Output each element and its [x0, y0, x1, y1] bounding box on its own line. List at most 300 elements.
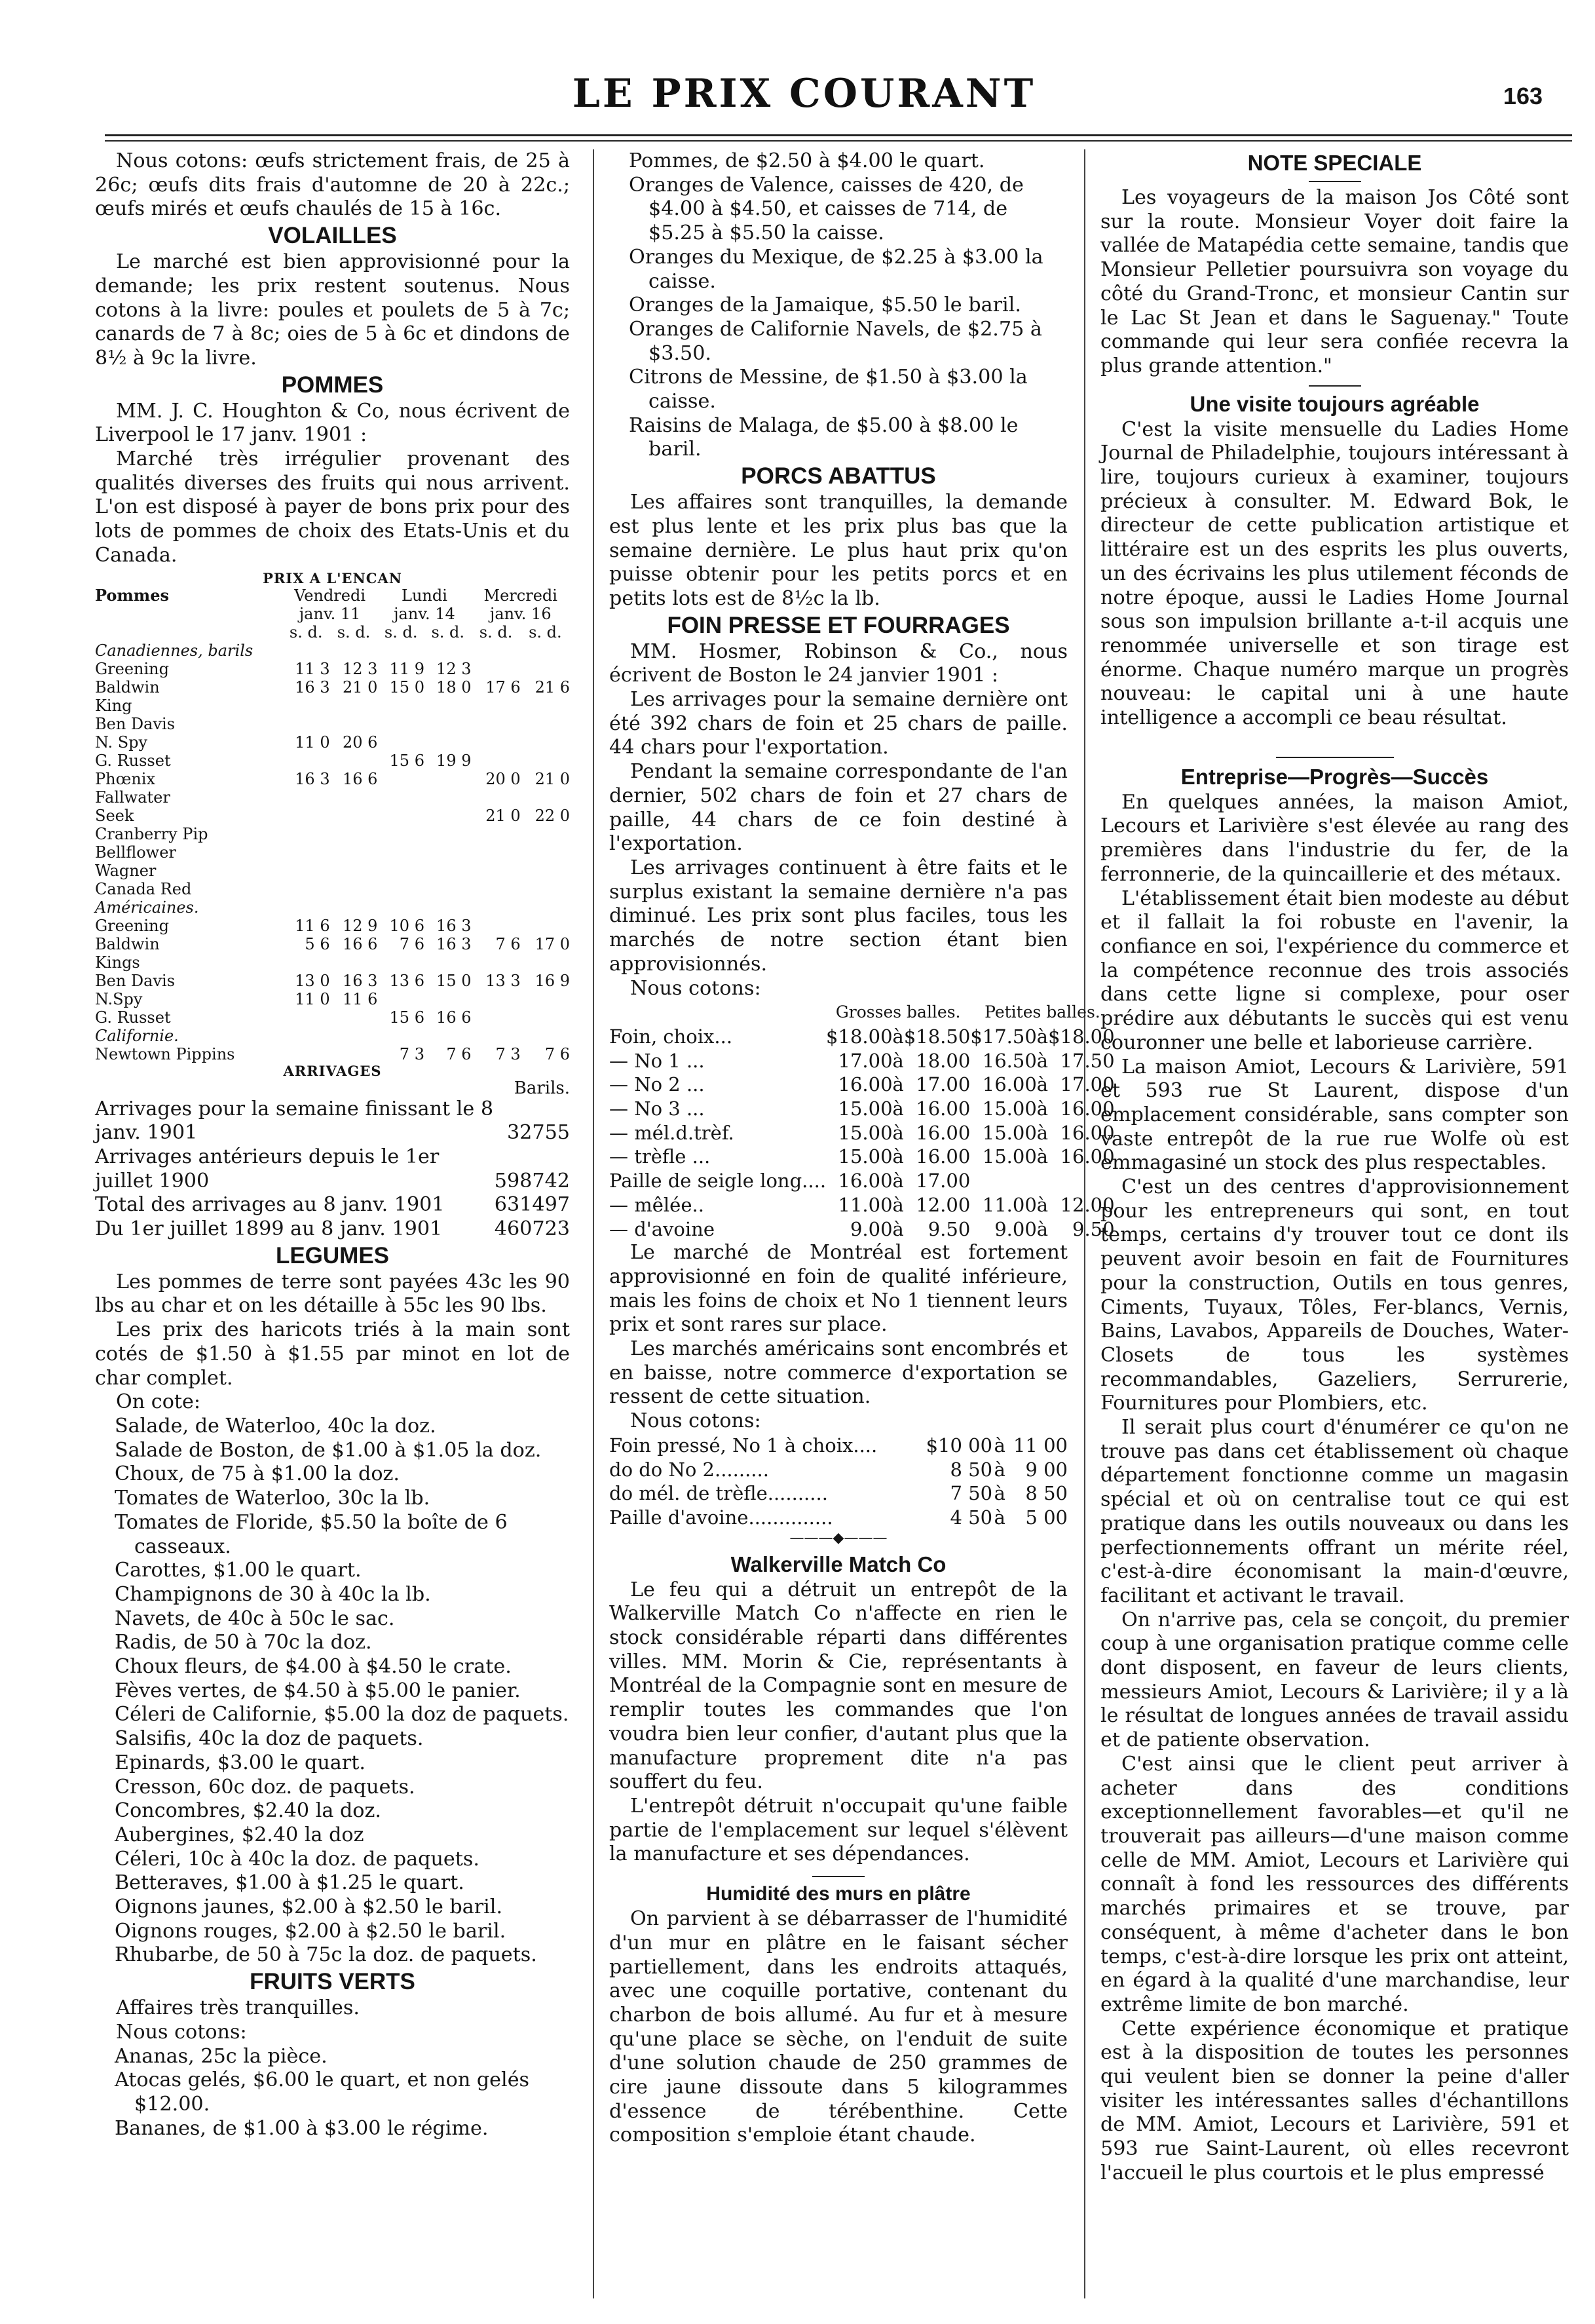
price-cell — [521, 752, 570, 770]
table-row — [95, 862, 570, 880]
entreprise-paragraph: La maison Amiot, Lecours & Larivière, 591 et 593 rue St Laurent, dispose d'un emplacement considérable, sans compter son vaste entrepôt de la rue rue Wolfe où est emmagasiné un stock des plus respectables. — [1100, 1055, 1569, 1175]
empty-cell — [609, 1000, 826, 1025]
table-row — [95, 660, 570, 678]
price-cell: 16 3 — [343, 971, 378, 990]
price-cell: 11 00 — [1013, 1434, 1068, 1457]
entreprise-article — [1100, 791, 1569, 2186]
price-cell — [471, 715, 520, 733]
variety-name: Bellflower — [95, 843, 176, 862]
variety-name: Canada Red — [95, 879, 192, 898]
price-cell — [377, 990, 424, 1008]
legume-item: Radis, de 50 à 70c la doz. — [115, 1631, 372, 1654]
table-row — [609, 1025, 1115, 1049]
variety-name: Kings — [95, 953, 140, 972]
legumes-paragraph: Les prix des haricots triés à la main sont cotés de $1.50 à $1.55 par minot en lot de char complet. — [95, 1318, 570, 1390]
variety-name: Baldwin — [95, 934, 160, 953]
price-cell: 11 3 — [295, 659, 330, 678]
unit-header: s. d. — [479, 622, 513, 641]
variety-name: Greening — [95, 916, 170, 935]
price-cell: 16 3 — [295, 677, 330, 696]
variety-name: N. Spy — [95, 733, 148, 752]
price-cell — [424, 880, 472, 898]
variety-name: N.Spy — [95, 989, 143, 1008]
date-header: janv. 11 — [299, 604, 361, 623]
volailles-paragraph: Le marché est bien approvisionné pour la demande; les prix restent soutenus. Nous cotons à la livre: poules et poulets de 5 à 7c; canards de 7 à 8c; oies de 5 à 6c et dindons de 8½ à 9c la livre. — [95, 250, 570, 370]
price-cell: à — [1036, 1145, 1049, 1168]
price-cell: 15 6 — [389, 1008, 424, 1027]
unit-header: s. d. — [337, 622, 371, 641]
fruit-item: Oranges du Mexique, de $2.25 à $3.00 la caisse. — [629, 245, 1043, 293]
price-cell: 16 6 — [343, 934, 378, 953]
price-cell: 10 6 — [389, 916, 424, 935]
legumes-paragraph: Les pommes de terre sont payées 43c les 90 lbs au char et on les détaille à 55c les 90 lbs. — [95, 1270, 570, 1318]
unit-header: s. d. — [384, 622, 418, 641]
price-cell — [471, 953, 520, 972]
price-cell: 17.00 — [1060, 1073, 1115, 1096]
table-section-row — [95, 641, 570, 660]
legume-item: Salade de Boston, de $1.00 à $1.05 la doz. — [115, 1438, 542, 1462]
pommes-paragraph: Marché très irrégulier provenant des qualités diverses des fruits qui nous arrivent. L'on est disposé à payer de bons prix pour des lots de pommes de choix des Etats-Unis et du Canada. — [95, 448, 570, 567]
table-row — [95, 953, 570, 972]
price-cell: 11 6 — [295, 916, 330, 935]
table-header-row — [95, 586, 570, 605]
walkerville-paragraph: Le feu qui a détruit un entrepôt de la Walkerville Match Co n'affecte en rien le stock considérable réparti dans différentes villes. MM. Morin & Cie, représentants à Montréal de la Compagnie sont en mesure de remplir toutes les commandes que l'on voudra bien leur confier, d'autant plus que la manufacture proprement dite n'a pas souffert du feu. — [609, 1578, 1068, 1794]
table-row — [609, 1458, 1068, 1482]
fruit-item: Bananes, de $1.00 à $3.00 le régime. — [115, 2116, 489, 2140]
table-row — [609, 1169, 1115, 1193]
hay-price-table — [609, 1000, 1115, 1241]
fruit-item: Oranges de Valence, caisses de 420, de $4.00 à $4.50, et caisses de 714, de $5.25 à $5.50 la caisse. — [629, 173, 1024, 245]
price-cell — [330, 953, 378, 972]
price-cell: à — [1036, 1025, 1049, 1048]
price-cell: 15.00 — [982, 1097, 1037, 1120]
arrivage-label: Du 1er juillet 1899 au 8 janv. 1901 — [95, 1217, 443, 1241]
column-header: Petites balles. — [985, 1002, 1100, 1022]
legume-item: Choux, de 75 à $1.00 la doz. — [115, 1462, 400, 1486]
day-header: Mercredi — [483, 586, 557, 605]
unit-header: s. d. — [289, 622, 323, 641]
entreprise-paragraph: C'est un des centres d'approvisionnement pour les entrepreneurs qui sont, en tout temps, certains d'y trouver tout ce dont ils peuvent avoir besoin en fait de Fournitures pour la construction, Outils en tous genres, Ciments, Tuyaux, Tôles, Fer-blancs, Vernis, Bains, Lavabos, Appareils de Douches, Water-Closets de tous les systèmes recommandables, Gazeliers, Serrurerie, Fournitures pour Plombiers, etc. — [1100, 1175, 1569, 1415]
table-row — [609, 1434, 1068, 1458]
price-cell — [330, 715, 378, 733]
price-cell: à — [1036, 1049, 1049, 1072]
arrivage-label: Arrivages antérieurs depuis le 1er juillet 1900 — [95, 1145, 440, 1192]
section-title-foin: FOIN PRESSE ET FOURRAGES — [667, 612, 1010, 638]
section-title-walkerville: Walkerville Match Co — [730, 1552, 947, 1576]
fruit-item: Oranges de Californie Navels, de $2.75 à $3.50. — [629, 317, 1042, 365]
hay-label: — d'avoine — [609, 1217, 715, 1240]
section-title-humidite: Humidité des murs en plâtre — [706, 1883, 971, 1905]
table-row — [609, 1097, 1115, 1121]
price-cell: à — [892, 1217, 904, 1240]
price-cell: à — [1036, 1073, 1049, 1096]
price-cell: 16.00 — [1060, 1145, 1115, 1168]
price-cell: 15.00 — [838, 1097, 893, 1120]
table-row — [95, 1008, 570, 1027]
price-cell: 7 3 — [495, 1044, 521, 1063]
unit-header: s. d. — [431, 622, 465, 641]
price-cell: 9.00 — [850, 1217, 893, 1240]
price-cell — [377, 825, 424, 843]
price-cell — [377, 862, 424, 880]
price-cell: 7 6 — [544, 1044, 570, 1063]
legume-item: Betteraves, $1.00 à $1.25 le quart. — [115, 1871, 464, 1895]
section-separator: ———◆——— — [789, 1529, 888, 1546]
table-row — [95, 733, 570, 752]
price-cell — [330, 862, 378, 880]
price-cell: 9 00 — [1025, 1458, 1068, 1481]
price-cell: à — [1036, 1217, 1049, 1240]
table-row — [609, 1506, 1068, 1530]
price-cell: 21 0 — [343, 677, 378, 696]
section-title-legumes: LEGUMES — [275, 1242, 390, 1268]
entreprise-paragraph: En quelques années, la maison Amiot, Lecours et Larivière s'est élevée au rang des premières dans l'industrie du fer, de la ferronnerie, de la quincaillerie et des métaux. — [1100, 790, 1569, 886]
column-2 — [609, 149, 1115, 2148]
note-paragraph: Les voyageurs de la maison Jos Côté sont sur la route. Monsieur Voyer doit faire la vallée de Matapédia cette semaine, tandis que Monsieur Pelletier poursuivra son voyage du côté du Grand-Tronc, et monsieur Cantin sur le Lac St Jean et dans le Saguenay." Toute commande qui leur sera confiée recevra la plus grande attention." — [1100, 186, 1569, 377]
price-cell — [521, 953, 570, 972]
price-cell: 4 50 — [950, 1506, 993, 1529]
table-row — [609, 1193, 1115, 1217]
variety-name: Wagner — [95, 861, 157, 880]
price-cell: $10 00 — [926, 1434, 993, 1457]
price-cell — [521, 1008, 570, 1027]
price-cell — [424, 862, 472, 880]
table-row — [609, 1049, 1115, 1073]
price-cell: 15 0 — [389, 677, 424, 696]
hay-label: — No 1 ... — [609, 1049, 705, 1072]
hay-label: — No 3 ... — [609, 1097, 705, 1120]
price-cell — [282, 843, 330, 862]
price-cell — [282, 953, 330, 972]
section-title-visite: Une visite toujours agréable — [1190, 391, 1480, 416]
table-row — [95, 678, 570, 696]
price-cell — [521, 990, 570, 1008]
price-cell — [424, 715, 472, 733]
section-title-pommes: POMMES — [281, 371, 384, 398]
legume-item: Oignons jaunes, $2.00 à $2.50 le baril. — [115, 1895, 503, 1919]
price-cell: 15.00 — [982, 1121, 1037, 1144]
section-title-fruits-verts: FRUITS VERTS — [250, 1969, 415, 1995]
price-cell: à — [1036, 1193, 1049, 1216]
table-row — [95, 696, 570, 715]
price-cell — [521, 880, 570, 898]
column-divider — [593, 149, 594, 2298]
price-cell — [521, 715, 570, 733]
table-header-row — [609, 1000, 1115, 1025]
fruit-item: Raisins de Malaga, de $5.00 à $8.00 le baril. — [629, 413, 1019, 461]
price-cell — [424, 843, 472, 862]
fruit-item: Ananas, 25c la pièce. — [115, 2044, 328, 2068]
price-cell: à — [1036, 1121, 1049, 1144]
price-cell: 11.00 — [982, 1193, 1037, 1216]
variety-name: Cranberry Pip — [95, 824, 208, 843]
masthead-logo: LE PRIX COURANT — [572, 71, 1036, 117]
price-cell: 5 00 — [1025, 1506, 1068, 1529]
table-row — [95, 880, 570, 898]
page-header — [39, 66, 1569, 131]
pressed-hay-table — [609, 1434, 1068, 1530]
column-1 — [95, 149, 570, 2141]
price-cell: 17.50 — [1060, 1049, 1115, 1072]
price-cell: 21 0 — [535, 769, 570, 788]
day-header: Vendredi — [294, 586, 366, 605]
price-cell: 20 6 — [343, 733, 378, 752]
price-cell: 16 3 — [295, 769, 330, 788]
price-cell: 7 6 — [446, 1044, 472, 1063]
price-cell: 16.00 — [838, 1073, 893, 1096]
price-cell: 16.50 — [982, 1049, 1037, 1072]
legume-item: Céleri de Californie, $5.00 la doz de paquets. — [115, 1703, 569, 1726]
section-title-porcs: PORCS ABATTUS — [741, 463, 936, 489]
column-label: Pommes — [95, 585, 169, 605]
section-label: Californie. — [95, 1026, 179, 1045]
price-cell: à — [892, 1145, 904, 1168]
fruits-list — [95, 2045, 570, 2141]
table-row — [609, 1121, 1115, 1145]
price-cell — [282, 825, 330, 843]
variety-name: Phœnix — [95, 769, 156, 788]
price-cell: 8 50 — [1025, 1482, 1068, 1505]
price-cell: 11 0 — [295, 989, 330, 1008]
entreprise-paragraph: On n'arrive pas, cela se conçoit, du premier coup à une organisation pratique comme celle dont disposent, en faveur de leurs clients, messieurs Amiot, Lecours & Larivière; il y a là le résultat de longues années de travail assidu et de patiente observation. — [1100, 1608, 1569, 1752]
date-header: janv. 16 — [489, 604, 552, 623]
hay-label: Paille de seigle long.... — [609, 1170, 827, 1192]
price-cell: 18 0 — [436, 677, 472, 696]
arrivage-value: 32755 — [506, 1121, 570, 1145]
price-cell — [377, 880, 424, 898]
price-cell — [282, 1008, 330, 1027]
nous-cotons-label: Nous cotons: — [630, 976, 761, 1000]
price-cell — [521, 696, 570, 715]
variety-name: Greening — [95, 659, 170, 678]
legume-item: Aubergines, $2.40 la doz — [115, 1823, 364, 1846]
table-row — [95, 770, 570, 788]
price-cell — [282, 696, 330, 715]
price-cell — [424, 953, 472, 972]
legumes-list — [95, 1415, 570, 1968]
price-cell — [282, 862, 330, 880]
section-title-entreprise: Entreprise—Progrès—Succès — [1180, 764, 1489, 789]
section-title-note-speciale: NOTE SPECIALE — [1247, 151, 1422, 175]
legume-item: Tomates de Waterloo, 30c la lb. — [115, 1487, 430, 1510]
price-cell: 15 0 — [436, 971, 472, 990]
price-cell — [282, 752, 330, 770]
price-cell: 16.00 — [916, 1121, 971, 1144]
legume-item: Carottes, $1.00 le quart. — [115, 1559, 362, 1582]
variety-name: G. Russet — [95, 1008, 171, 1027]
price-cell: à — [994, 1434, 1005, 1457]
price-cell: 17 6 — [485, 677, 521, 696]
price-cell: à — [892, 1097, 904, 1120]
foin-paragraph: Les arrivages pour la semaine dernière ont été 392 chars de foin et 25 chars de paille. 44 chars pour l'exportation. — [609, 688, 1068, 759]
hay-label: — mêlée.. — [609, 1193, 704, 1216]
price-cell: à — [1036, 1097, 1049, 1120]
price-cell — [282, 880, 330, 898]
price-cell — [471, 1008, 520, 1027]
price-cell: 16.00 — [838, 1170, 893, 1192]
price-cell — [424, 733, 472, 752]
hay-label: — mél.d.trèf. — [609, 1121, 734, 1144]
price-cell: 8 50 — [950, 1458, 993, 1481]
foin-paragraph: Les marchés américains sont encombrés et en baisse, notre commerce d'exportation se ressent de cette situation. — [609, 1337, 1068, 1409]
price-cell — [330, 825, 378, 843]
variety-name: G. Russet — [95, 751, 171, 770]
arrivage-value: 598742 — [494, 1169, 570, 1192]
price-cell: à — [994, 1506, 1005, 1529]
arrivage-label: Arrivages pour la semaine finissant le 8 janv. 1901 — [95, 1097, 494, 1145]
price-cell: 12.00 — [916, 1193, 971, 1216]
price-cell: 15.00 — [982, 1145, 1037, 1168]
price-cell — [330, 696, 378, 715]
entreprise-paragraph: L'établissement était bien modeste au début et il fallait la foi robuste en l'avenir, la confiance en soi, l'expérience du commerce et la compétence reconnue des trois associés dans cette ligne si complexe, pour oser prédire aux débutants le succès qui est venu couronner une belle et laborieuse carrière. — [1100, 886, 1569, 1054]
section-label: Américaines. — [95, 898, 199, 917]
legume-item: Champignons de 30 à 40c la lb. — [115, 1582, 431, 1606]
legume-item: Oignons rouges, $2.00 à $2.50 le baril. — [115, 1919, 506, 1943]
price-cell — [471, 752, 520, 770]
price-cell: 9.50 — [1072, 1217, 1115, 1240]
hay-label: — No 2 ... — [609, 1073, 705, 1096]
price-cell — [330, 807, 378, 825]
hay-label: do mél. de trèfle.......... — [609, 1482, 828, 1505]
legume-item: Choux fleurs, de $4.00 à $4.50 le crate. — [115, 1655, 512, 1679]
day-header: Lundi — [402, 586, 447, 605]
price-cell: $18.00 — [826, 1025, 893, 1048]
variety-name: Seek — [95, 806, 134, 825]
price-cell: 11 0 — [295, 733, 330, 752]
price-cell: 16 3 — [436, 916, 472, 935]
price-cell: 15.00 — [838, 1145, 893, 1168]
price-cell: 12.00 — [1060, 1193, 1115, 1216]
fruits-list-continued — [609, 149, 1068, 462]
table-caption: PRIX A L'ENCAN — [263, 569, 402, 586]
price-cell — [471, 696, 520, 715]
price-cell — [521, 843, 570, 862]
visite-paragraph: C'est la visite mensuelle du Ladies Home Journal de Philadelphie, toujours intéressant à lire, toujours curieux à examiner, toujours précieux à consulter. M. Edward Bok, le directeur de cette publication artistique et littéraire est un des esprits les plus ouverts, un des écrivains les plus utilement féconds de notre époque, aussi le Ladies Home Journal sous son impulsion brillante a-t-il acquis une renommée universelle et son tirage est énorme. Chaque numéro marque un progrès nouveau: le capital uni à une haute intelligence a accompli ce beau résultat. — [1100, 417, 1569, 730]
table-row — [95, 752, 570, 770]
price-cell: 16 9 — [535, 971, 570, 990]
price-cell: 15 6 — [389, 751, 424, 770]
price-cell: à — [994, 1458, 1005, 1481]
table-row — [609, 1481, 1068, 1506]
price-cell: 17.00 — [916, 1170, 971, 1192]
price-cell — [471, 843, 520, 862]
price-cell — [521, 660, 570, 678]
price-cell: 15.00 — [838, 1121, 893, 1144]
price-cell — [521, 733, 570, 752]
price-cell: 17.00 — [838, 1049, 893, 1072]
price-cell: 11 9 — [389, 659, 424, 678]
foin-paragraph: Les arrivages continuent à être faits et le surplus existant la semaine dernière n'a pas diminué. Les prix sont plus faciles, tous les marchés de notre section étant bien approvisionnés. — [609, 856, 1068, 976]
legume-item: Céleri, 10c à 40c la doz. de paquets. — [115, 1847, 479, 1871]
arrivage-row — [95, 1145, 570, 1193]
price-cell: 13 6 — [389, 971, 424, 990]
price-cell — [521, 862, 570, 880]
variety-name: Ben Davis — [95, 714, 176, 733]
price-cell — [330, 880, 378, 898]
price-cell: 21 6 — [535, 677, 570, 696]
price-cell: 7 6 — [399, 934, 424, 953]
arrivages-caption: ARRIVAGES — [283, 1062, 382, 1079]
short-rule — [1309, 385, 1361, 387]
entreprise-paragraph: Cette expérience économique et pratique est à la disposition de toutes les personnes qui veulent bien se donner la peine d'aller visiter les intéressantes salles d'échantillons de MM. Amiot, Lecours et Larivière, 591 et 593 rue Saint-Laurent, où elles recevront l'accueil le plus courtois et le plus empressé — [1100, 2017, 1569, 2184]
price-cell: à — [892, 1025, 904, 1048]
unit-header: s. d. — [529, 622, 562, 641]
fruits-paragraph: Affaires très tranquilles. — [116, 1996, 360, 2020]
price-cell: à — [892, 1170, 904, 1192]
price-cell: à — [994, 1482, 1005, 1505]
foin-paragraph: Pendant la semaine correspondante de l'an dernier, 502 chars de foin et 27 chars de paille, 44 chars de ce foin destiné à l'exportation. — [609, 760, 1068, 856]
table-row — [95, 990, 570, 1008]
price-cell: 16.00 — [982, 1073, 1037, 1096]
price-cell: 12 3 — [436, 659, 472, 678]
price-cell — [330, 1008, 378, 1027]
price-cell — [471, 862, 520, 880]
price-cell — [970, 1169, 1036, 1193]
section-rule — [1276, 757, 1394, 758]
price-cell — [1037, 1169, 1048, 1193]
price-cell: $17.50 — [970, 1025, 1037, 1048]
table-section-row — [95, 898, 570, 917]
fruit-item: Pommes, de $2.50 à $4.00 le quart. — [629, 149, 985, 172]
price-cell — [471, 788, 520, 807]
on-cote-label: On cote: — [116, 1390, 201, 1414]
price-cell: 16.00 — [916, 1145, 971, 1168]
legume-item: Tomates de Floride, $5.50 la boîte de 6 casseaux. — [115, 1510, 508, 1558]
price-cell — [377, 807, 424, 825]
legume-item: Navets, de 40c à 50c le sac. — [115, 1607, 395, 1630]
legume-item: Epinards, $3.00 le quart. — [115, 1751, 366, 1774]
eggs-paragraph: Nous cotons: œufs strictement frais, de 25 à 26c; œufs dits frais d'automne de 20 à 22c.; œufs mirés et œufs chaulés de 15 à 16c. — [95, 149, 570, 221]
arrivages-list — [95, 1097, 570, 1242]
price-cell — [377, 733, 424, 752]
price-cell: 7 6 — [495, 934, 521, 953]
price-cell — [521, 917, 570, 935]
hay-label: Foin, choix... — [609, 1025, 733, 1048]
price-cell: 16.00 — [1060, 1097, 1115, 1120]
price-cell: 16 6 — [343, 769, 378, 788]
legume-item: Salade, de Waterloo, 40c la doz. — [115, 1414, 436, 1438]
page-number: 163 — [1503, 83, 1543, 109]
fruit-item: Citrons de Messine, de $1.50 à $3.00 la caisse. — [629, 366, 1028, 413]
price-cell: 11 6 — [343, 989, 378, 1008]
header-rule — [105, 134, 1572, 136]
legume-item: Salsifis, 40c la doz de paquets. — [115, 1727, 424, 1751]
price-cell — [282, 715, 330, 733]
price-cell — [424, 788, 472, 807]
arrivage-row — [95, 1217, 570, 1242]
price-cell: 21 0 — [485, 806, 521, 825]
price-cell: 17 0 — [535, 934, 570, 953]
arrivage-row — [95, 1193, 570, 1217]
table-row — [95, 843, 570, 862]
price-cell: $18.00 — [1048, 1025, 1115, 1048]
price-cell: 16 6 — [436, 1008, 472, 1027]
arrivage-label: Total des arrivages au 8 janv. 1901 — [95, 1193, 445, 1217]
variety-name: Newtown Pippins — [95, 1044, 235, 1063]
fruit-item: Atocas gelés, $6.00 le quart, et non gelés $12.00. — [115, 2068, 530, 2116]
price-cell — [471, 880, 520, 898]
price-cell: 17.00 — [916, 1073, 971, 1096]
entreprise-paragraph: C'est ainsi que le client peut arriver à acheter dans des conditions exceptionnellement favorables—et qu'il ne trouverait pas ailleurs—d'une maison comme celle de MM. Amiot, Lecours et Larivière qui connaît à fond les ressources des différents marchés primaires et se trouve, par conséquent, à même d'acheter dans le bon temps, c'est-à-dire lorsque les prix ont atteint, en égard à la qualité d'une marchandise, leur extrême limite de bon marché. — [1100, 1752, 1569, 2016]
table-row — [95, 917, 570, 935]
price-cell — [471, 990, 520, 1008]
nous-cotons-label: Nous cotons: — [630, 1409, 761, 1433]
short-rule — [812, 1876, 865, 1877]
date-header: janv. 14 — [394, 604, 455, 623]
hay-label: Paille d'avoine.............. — [609, 1506, 833, 1529]
barils-label: Barils. — [514, 1078, 570, 1098]
price-cell — [282, 1045, 330, 1063]
